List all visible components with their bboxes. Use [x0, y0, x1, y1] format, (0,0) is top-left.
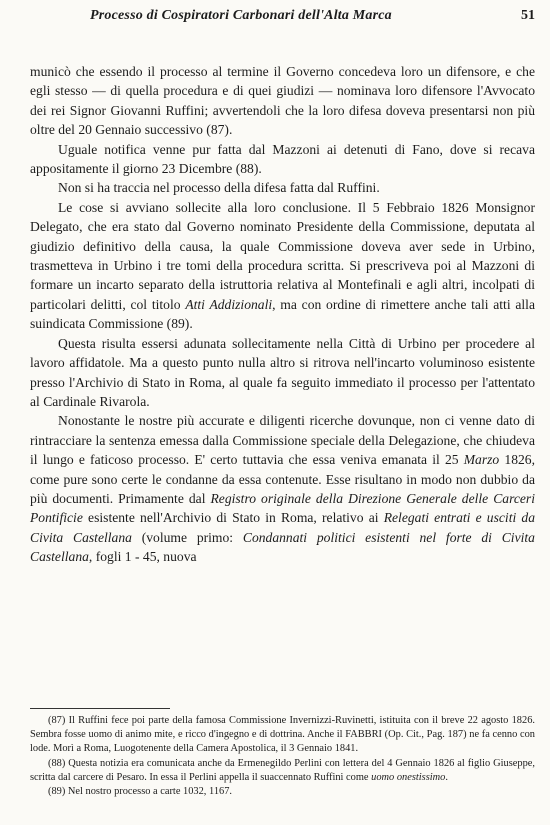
paragraph-6-text-b: 1826, come pure sono certe le condanne da essa contenute. Esse risultano in modo non dubbio da più documenti. Primamente dal [30, 452, 535, 506]
paragraph-6-italic-2: Registro originale della Direzione Generale delle Carceri Pontificie [30, 490, 535, 526]
paragraph-4-end: , ma con ordine di rimettere anche tali atti alla suindicata Commissione (89). [30, 296, 535, 332]
footnote-divider [30, 708, 170, 709]
paragraph-2: Uguale notifica venne pur fatta dal Mazzoni ai detenuti di Fano, dove si recava appositamente il giorno 23 Dicembre (88). [30, 141, 535, 177]
paragraph-6-text-e: , fogli 1 - 45, nuova [88, 549, 197, 565]
paragraph-4-italic: Atti Addizionali [185, 296, 273, 312]
footnote-87: (87) Il Ruffini fece poi parte della famosa Commissione Invernizzi-Ruvinetti, istituita con il breve 22 agosto 1826. Sembra fosse uomo di animo mite, e ricco d'ingegno e di dottrina. Anche il FABBRI (Op. Cit., Pag. 187) ne fa cenno con lode. Morì a Roma, Luogotenente della Camera Apostolica, il 3 Gennaio 1841. [30, 715, 535, 755]
paragraph-6 [30, 411, 535, 566]
paragraph-6-italic-3: Relegati entrati e usciti da Civita Castellana [30, 510, 536, 545]
paragraph-1: municò che essendo il processo al termine il Governo concedeva loro un difensore, e che egli stesso — di quella procedura e di quei giudizi — nominava loro difensore l'Avvocato dei rei Signor Giovanni Ruffini; avvertendoli che la loro difesa doveva presentarsi non più oltre del 20 Gennaio successivo (87). [30, 64, 535, 138]
running-title: Processo di Cospiratori Carbonari dell'Alta Marca [90, 8, 392, 23]
paragraph-4 [30, 198, 535, 334]
paragraph-6-text-a: Nonostante le nostre più accurate e diligenti ricerche dovunque, non ci venne dato di rintracciare la sentenza emessa dalla Commissione speciale della Delegazione, che chiudeva il lungo e faticoso processo. E' certo tuttavia che essa veniva emanata il 25 [30, 413, 535, 468]
paragraph-6-italic-1: Marzo [463, 452, 500, 468]
footnote-88-text-a: (88) Questa notizia era comunicata anche da Ermenegildo Perlini con lettera del 4 Gennaio 1826 al figlio Giuseppe, scritta dal carcere di Pesaro. In essa il Perlini appella il suaccennato Ruffini come [30, 757, 535, 783]
paragraph-6-text-c: esistente nell'Archivio di Stato in Roma, relativo ai [88, 510, 379, 526]
footnote-88-italic: uomo onestissimo [371, 771, 446, 783]
paragraph-4-text: Le cose si avviano sollecite alla loro conclusione. Il 5 Febbraio 1826 Monsignor Delegato, che era stato dal Governo nominato Presidente della Commissione, deputata al giudizio definitivo della causa, la quale Commissione doveva aver sede in Urbino, trasmetteva in Urbino i tre tomi della procedura scritta. Si prescriveva poi al Mazzoni di formare un incarto separato della istruttoria relativa al Montefinali e agli altri, incolpati di particolari delitti, col titolo [30, 199, 535, 312]
footnote-89: (89) Nel nostro processo a carte 1032, 1167. [48, 786, 232, 798]
paragraph-6-text-d: (volume primo: [141, 529, 234, 545]
footnote-88-text-b: . [445, 771, 448, 783]
body-text [30, 62, 535, 567]
paragraph-3: Non si ha traccia nel processo della difesa fatta dal Ruffini. [58, 180, 380, 196]
paragraph-6-italic-4: Condannati politici esistenti nel forte di Civita Castellana [30, 529, 535, 565]
page-header [30, 8, 535, 32]
footnotes [30, 714, 535, 799]
footnote-88 [30, 757, 535, 785]
page-number: 51 [521, 8, 535, 23]
paragraph-5: Questa risulta essersi adunata sollecitamente nella Città di Urbino per procedere al lavoro affidatole. Ma a questo punto nulla altro si ritrova nell'incarto voluminoso esistente presso l'Archivio di Stato in Roma, al quale fa seguito immediato il processo per l'attentato al Cardinale Rivarola. [30, 335, 535, 409]
